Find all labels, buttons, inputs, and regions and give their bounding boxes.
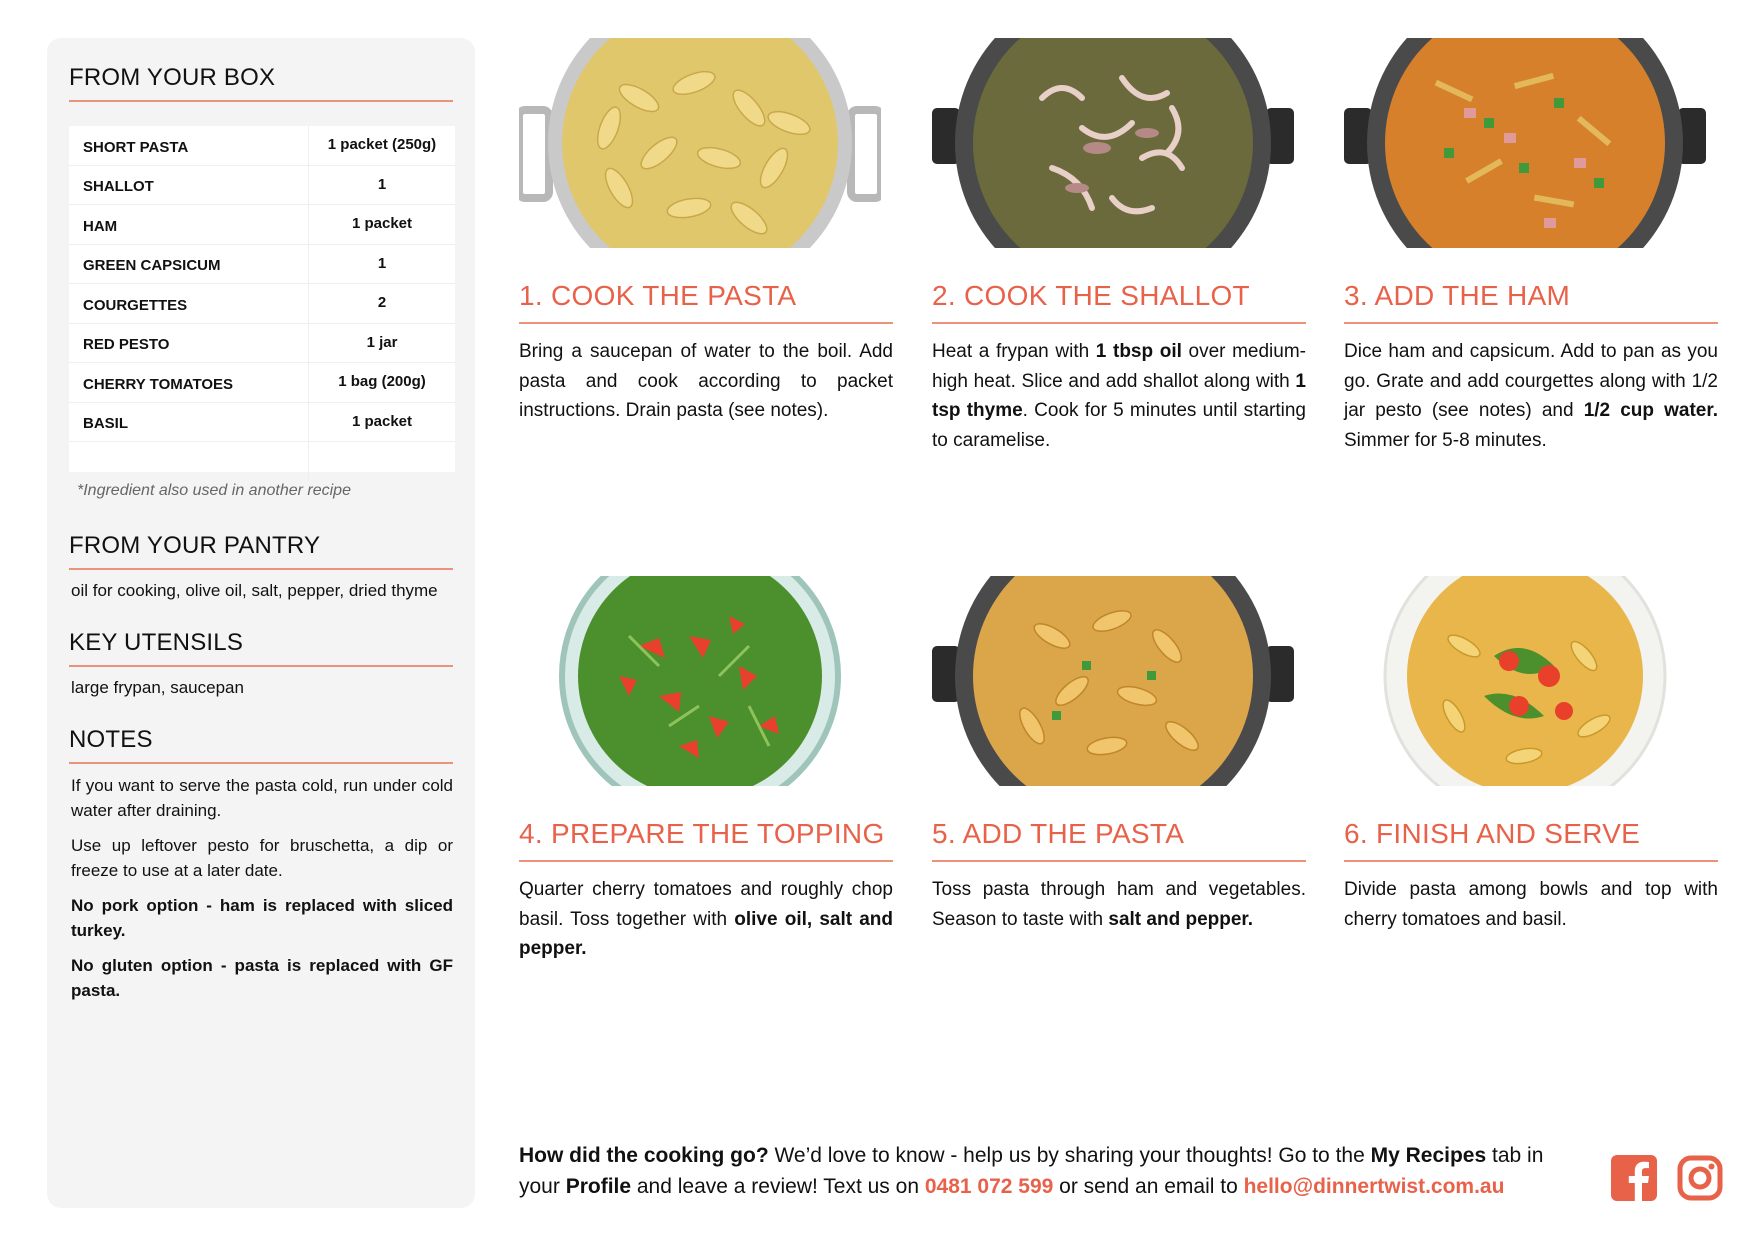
ingredient-row (69, 245, 455, 285)
step-1-photo (519, 38, 881, 248)
step-3-title: 3. ADD THE HAM (1344, 280, 1718, 324)
ingredient-row (69, 324, 455, 364)
footer-text: and leave a review! Text us on (631, 1175, 925, 1198)
footer-text: tab in your (519, 1144, 1544, 1198)
ingredient-quantity: 1 packet (351, 215, 413, 232)
step-4-title: 4. PREPARE THE TOPPING (519, 818, 893, 862)
step-6-title: 6. FINISH AND SERVE (1344, 818, 1718, 862)
step-text: Quarter cherry tomatoes and roughly chop basil. Toss together with (519, 879, 893, 930)
footer-text-bold: How did the cooking go? (519, 1144, 769, 1167)
step-text: Heat a frypan with (932, 341, 1096, 362)
note: If you want to serve the pasta cold, run under cold water after draining. (71, 776, 453, 820)
step-6-body (1344, 875, 1718, 934)
step-text-bold: 1/2 cup water. (1583, 400, 1718, 421)
note: No gluten option - pasta is replaced with GF pasta. (71, 956, 453, 1000)
footer-text-bold: Profile (565, 1175, 632, 1198)
notes-heading: NOTES (69, 726, 453, 764)
footer-text: or send an email to (1053, 1175, 1244, 1198)
ingredient-quantity: 1 packet (250g) (327, 136, 437, 153)
ingredient-name: GREEN CAPSICUM (69, 245, 309, 284)
step-5-photo (932, 576, 1294, 786)
footnote: *Ingredient also used in another recipe (77, 482, 351, 499)
step-text-bold: 1 tsp thyme (932, 370, 1306, 421)
phone-link[interactable]: 0481 072 599 (924, 1175, 1054, 1198)
step-text: . Cook for 5 minutes until starting to caramelise. (932, 400, 1306, 451)
step-6-photo (1344, 576, 1706, 786)
ingredient-name: BASIL (69, 403, 309, 442)
ingredients-table (69, 126, 455, 472)
ingredient-row (69, 363, 455, 403)
ingredient-row-empty (69, 442, 455, 481)
ingredient-row (69, 284, 455, 324)
step-text: over medium-high heat. Slice and add shallot along with (932, 341, 1306, 392)
ingredient-row (69, 403, 455, 443)
step-text-bold: olive oil, salt and pepper. (519, 908, 893, 959)
ingredient-quantity: 1 packet (351, 412, 413, 430)
step-text: Simmer for 5-8 minutes. (1344, 429, 1547, 451)
ingredient-quantity: 1 (377, 254, 387, 272)
step-text: Bring a saucepan of water to the boil. Add pasta and cook according to packet instructions. Drain pasta (see notes). (519, 341, 893, 421)
ingredients-panel (47, 38, 475, 1208)
ingredient-name: HAM (69, 205, 309, 244)
step-2-body (932, 337, 1306, 455)
utensils-text: large frypan, saucepan (71, 678, 244, 697)
ingredient-name: CHERRY TOMATOES (69, 363, 309, 402)
step-2-title: 2. COOK THE SHALLOT (932, 280, 1306, 324)
ingredient-quantity: 1 jar (366, 333, 398, 351)
from-your-pantry-heading: FROM YOUR PANTRY (69, 532, 453, 570)
ingredient-name-empty (69, 442, 309, 481)
ingredient-name: RED PESTO (69, 324, 309, 363)
step-2-photo (932, 38, 1294, 248)
ingredient-row (69, 126, 455, 166)
ingredient-quantity: 1 bag (200g) (338, 373, 426, 390)
step-5-body (932, 875, 1306, 934)
note: Use up leftover pesto for bruschetta, a dip or freeze to use at a later date. (71, 836, 453, 880)
step-3-photo (1344, 38, 1706, 248)
ingredient-name: SHORT PASTA (69, 126, 309, 165)
step-text-bold: 1 tbsp oil (1095, 341, 1182, 362)
step-text: Divide pasta among bowls and top with cherry tomatoes and basil. (1344, 879, 1718, 930)
step-3-body (1344, 337, 1718, 455)
ingredient-name: SHALLOT (69, 166, 309, 205)
step-text: Dice ham and capsicum. Add to pan as you go. Grate and add courgettes along with 1/2 jar pesto (see notes) and (1344, 341, 1718, 421)
step-5-title: 5. ADD THE PASTA (932, 818, 1306, 862)
ingredient-row (69, 166, 455, 206)
step-text: Toss pasta through ham and vegetables. Season to taste with (932, 879, 1306, 930)
email-link[interactable]: hello@dinnertwist.com.au (1243, 1175, 1505, 1198)
step-text-bold: salt and pepper. (1108, 908, 1254, 930)
from-your-box-heading: FROM YOUR BOX (69, 64, 453, 102)
pantry-text: oil for cooking, olive oil, salt, pepper, dried thyme (71, 581, 438, 600)
step-1-body (519, 337, 893, 426)
ingredient-row (69, 205, 455, 245)
instagram-icon[interactable] (1677, 1155, 1723, 1201)
step-4-body (519, 875, 893, 964)
key-utensils-heading: KEY UTENSILS (69, 629, 453, 667)
ingredient-quantity: 2 (377, 294, 387, 311)
feedback-message (519, 1140, 1569, 1202)
ingredient-quantity: 1 (377, 175, 387, 193)
footer-text: We’d love to know - help us by sharing your thoughts! Go to the (768, 1144, 1371, 1167)
note: No pork option - ham is replaced with sliced turkey. (71, 896, 453, 940)
ingredient-name: COURGETTES (69, 284, 309, 323)
facebook-icon[interactable] (1611, 1155, 1657, 1201)
step-1-title: 1. COOK THE PASTA (519, 280, 893, 324)
footer-text-bold: My Recipes (1370, 1144, 1487, 1167)
notes-list (71, 773, 453, 1013)
step-4-photo (519, 576, 881, 786)
